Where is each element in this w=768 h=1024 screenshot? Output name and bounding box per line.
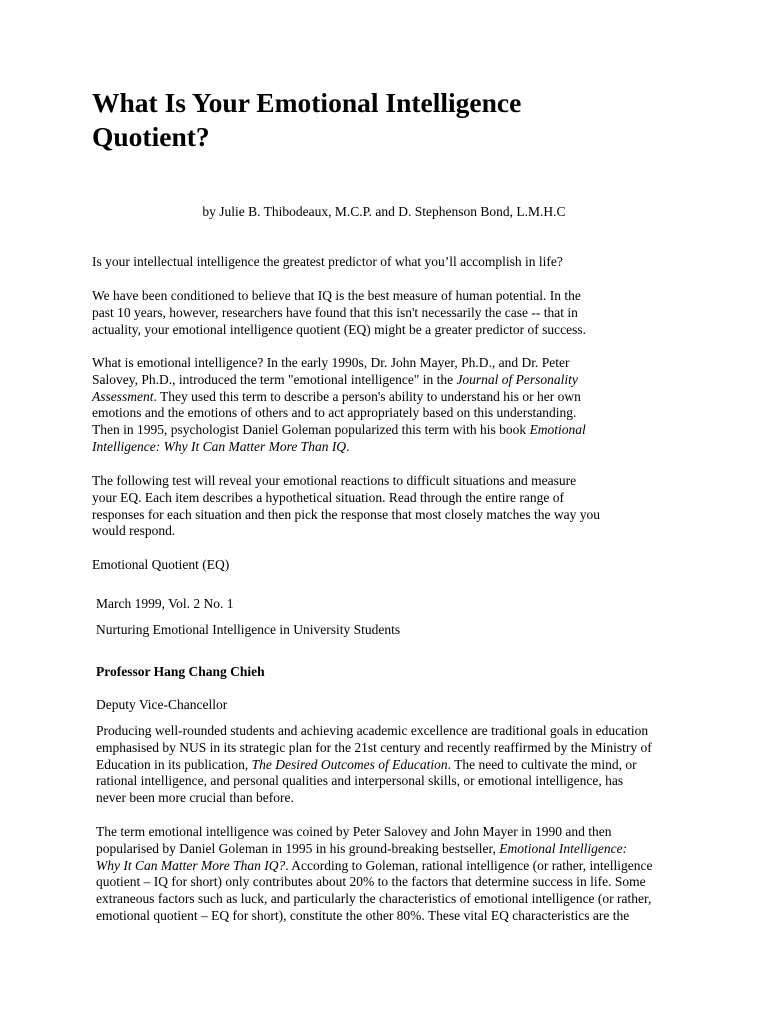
text-line: Emotional Quotient (EQ) [92, 557, 230, 572]
article-title [92, 86, 692, 154]
text-segment: popularised by Daniel Goleman in 1995 in his ground-breaking bestseller, [96, 840, 500, 856]
title-line: Quotient? [92, 121, 210, 152]
text-segment: Then in 1995, psychologist Daniel Goleman popularized this term with his book [92, 422, 530, 438]
paragraph-nus-goals [96, 723, 746, 807]
text-line: Deputy Vice-Chancellor [96, 697, 228, 712]
text-segment: . They used this term to describe a person's ability to understand his or her own [153, 388, 581, 404]
text-line: past 10 years, however, researchers have found that this isn't necessarily the case -- that in [92, 304, 578, 320]
title-line: What Is Your Emotional Intelligence [92, 87, 522, 118]
newsletter-issue [96, 596, 746, 613]
text-line: your EQ. Each item describes a hypothetical situation. Read through the entire range of [92, 489, 564, 505]
text-segment: Salovey, Ph.D., introduced the term "emotional intelligence" in the [92, 371, 457, 387]
newsletter-author-role [96, 697, 746, 714]
newsletter-author [96, 664, 746, 681]
text-line: What is emotional intelligence? In the early 1990s, Dr. John Mayer, Ph.D., and Dr. Peter [92, 355, 570, 370]
text-line: The following test will reveal your emotional reactions to difficult situations and measure [92, 473, 577, 488]
paragraph-goleman [96, 824, 746, 925]
text-line: The term emotional intelligence was coined by Peter Salovey and John Mayer in 1990 and then [96, 824, 612, 839]
text-line: emphasised by NUS in its strategic plan for the 21st century and recently reaffirmed by the Ministry of [96, 739, 652, 755]
text-segment: . The need to cultivate the mind, or [447, 756, 637, 772]
text-line [96, 757, 746, 774]
text-line: responses for each situation and then pick the response that most closely matches the way you [92, 506, 600, 522]
paragraph-iq-conditioning [92, 288, 692, 338]
text-segment: Education in its publication, [96, 756, 252, 772]
text-line [92, 422, 692, 439]
text-line: March 1999, Vol. 2 No. 1 [96, 596, 234, 611]
text-line: rational intelligence, and personal qualities and interpersonal skills, or emotional intelligence, has [96, 773, 624, 789]
text-line: We have been conditioned to believe that IQ is the best measure of human potential. In the [92, 288, 581, 303]
book-title: Emotional [529, 422, 586, 438]
text-line: would respond. [92, 523, 176, 539]
eq-heading [92, 557, 692, 574]
text-line: Professor Hang Chang Chieh [96, 664, 265, 679]
intro-question [92, 254, 692, 271]
book-title: Intelligence: Why It Can Matter More Than IQ [92, 438, 347, 454]
text-line: quotient – IQ for short) only contributes about 20% to the factors that determine success in life. Some [96, 874, 646, 890]
paragraph-ei-definition [92, 355, 692, 456]
text-line: emotional quotient – EQ for short), constitute the other 80%. These vital EQ characteristics are the [96, 907, 630, 923]
text-line [92, 389, 692, 406]
text-line [96, 858, 746, 875]
text-segment: . According to Goleman, rational intelligence (or rather, intelligence [285, 857, 653, 873]
publication-title: The Desired Outcomes of Education [251, 756, 448, 772]
text-line: actuality, your emotional intelligence quotient (EQ) might be a greater predictor of success. [92, 321, 586, 337]
journal-title: Assessment [92, 388, 154, 404]
text-line: never been more crucial than before. [96, 790, 294, 806]
book-title: Emotional Intelligence: [499, 840, 628, 856]
text-line [92, 439, 692, 456]
text-line: emotions and the emotions of others and to act appropriately based on this understanding. [92, 405, 577, 421]
text-line: Nurturing Emotional Intelligence in University Students [96, 622, 401, 637]
text-line [96, 841, 746, 858]
text-line: Is your intellectual intelligence the greatest predictor of what you’ll accomplish in life? [92, 254, 563, 269]
text-line [92, 372, 692, 389]
newsletter-headline [96, 622, 746, 639]
text-segment: . [346, 438, 350, 454]
paragraph-test-instructions [92, 473, 692, 540]
book-title: Why It Can Matter More Than IQ? [96, 857, 286, 873]
text-line: extraneous factors such as luck, and particularly the characteristics of emotional intelligence (or rather, [96, 891, 652, 907]
journal-title: Journal of Personality [456, 371, 578, 387]
text-line: Producing well-rounded students and achieving academic excellence are traditional goals in education [96, 723, 649, 738]
article-byline: by Julie B. Thibodeaux, M.C.P. and D. Stephenson Bond, L.M.H.C [202, 204, 566, 219]
